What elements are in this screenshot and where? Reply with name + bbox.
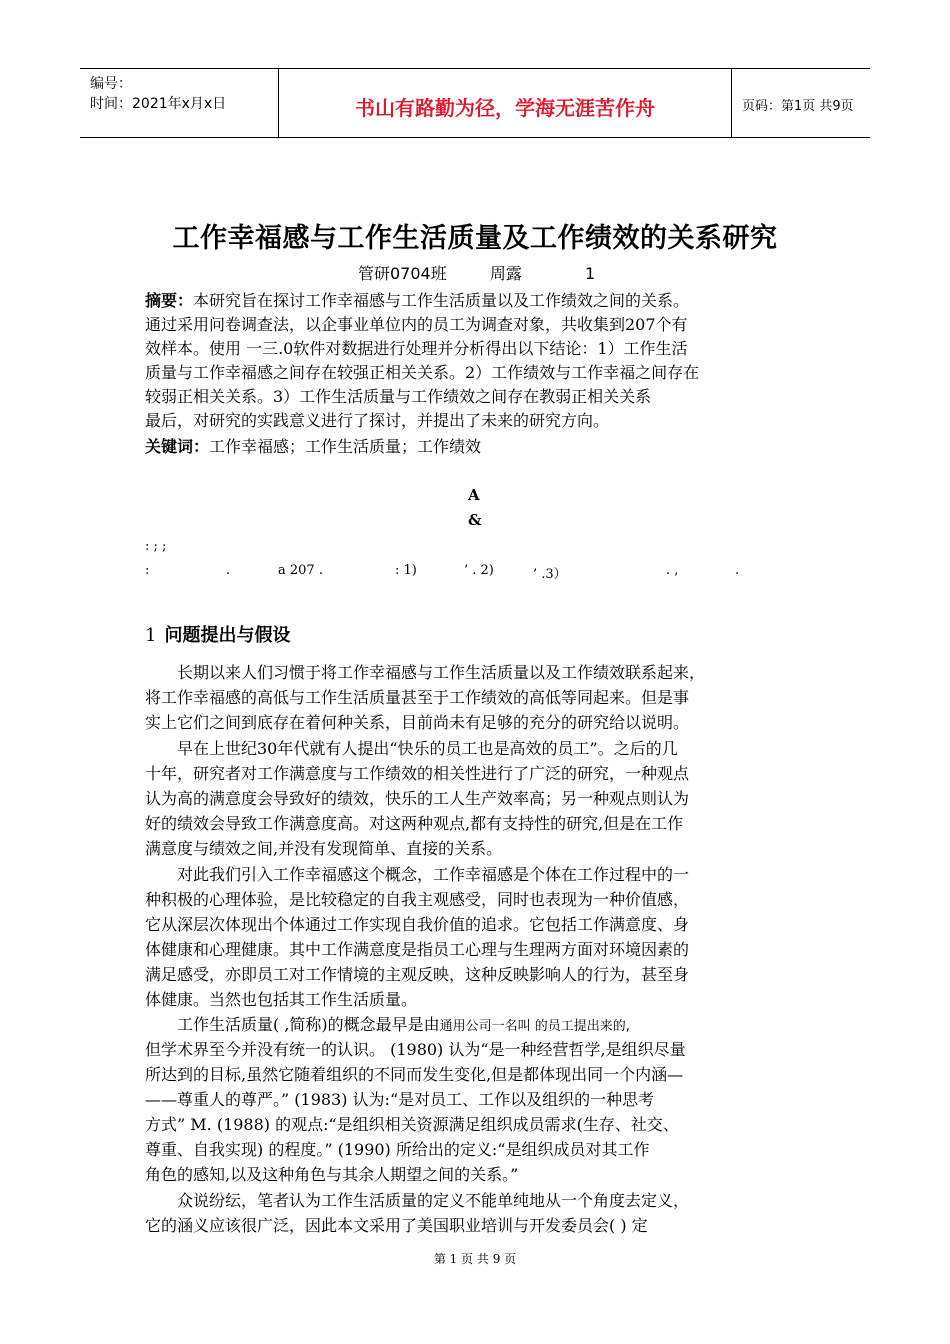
body-line: 它从深层次体现出个体通过工作实现自我价值的追求。它包括工作满意度、身: [145, 915, 690, 934]
body-line: 但学术界至今并没有统一的认识。 (1980) 认为“是一种经营哲学,是组织尽量: [145, 1040, 686, 1059]
abstract-line: 通过采用问卷调查法，以企事业单位内的员工为调查对象，共收集到207个有: [145, 315, 688, 334]
english-abstract-fragment: : 1): [395, 563, 417, 578]
keywords-line: [145, 434, 481, 457]
abstract-line: [145, 288, 689, 311]
body-line: 实上它们之间到底存在着何种关系，目前尚未有足够的充分的研究给以说明。: [145, 713, 690, 732]
abstract-line: 较弱正相关关系。3）工作生活质量与工作绩效之间存在教弱正相关关系: [145, 387, 652, 406]
time-label: 时间：2021年x月x日: [90, 96, 227, 112]
body-line: 将工作幸福感的高低与工作生活质量甚至于工作绩效的高低等同起来。但是事: [145, 688, 690, 707]
body-line: 早在上世纪30年代就有人提出“快乐的员工也是高效的员工”。之后的几: [177, 739, 678, 758]
english-abstract-fragment: ’ .3）: [533, 567, 567, 582]
body-line: 众说纷纭，笔者认为工作生活质量的定义不能单纯地从一个角度去定义，: [177, 1191, 690, 1210]
motto-text: 书山有路勤为径，学海无涯苦作舟: [355, 96, 655, 120]
body-line: 种积极的心理体验，是比较稳定的自我主观感受，同时也表现为一种价值感，: [145, 890, 690, 909]
body-line: 体健康。当然也包括其工作生活质量。: [145, 990, 418, 1009]
body-line: 它的涵义应该很广泛，因此本文采用了美国职业培训与开发委员会( ) 定: [145, 1216, 648, 1235]
english-abstract-fragment: .: [226, 563, 231, 578]
abstract-line: 最后，对研究的实践意义进行了探讨，并提出了未来的研究方向。: [145, 411, 610, 430]
body-line: 尊重、自我实现) 的程度。” (1990) 所给出的定义:“是组织成员对其工作: [145, 1140, 650, 1159]
abstract-text: 本研究旨在探讨工作幸福感与工作生活质量以及工作绩效之间的关系。: [193, 291, 690, 310]
section-heading: [145, 621, 290, 647]
body-small-text: 通用公司一名叫 的员工提出来的,: [439, 1019, 630, 1034]
english-abstract-fragment: a 207 .: [278, 563, 323, 578]
abstract-line: 效样本。使用 一三.0软件对数据进行处理并分析得出以下结论：1）工作生活: [145, 339, 688, 358]
byline-dept: 管研0704班: [358, 264, 447, 283]
page-footer: 第 1 页 共 9 页: [433, 1252, 517, 1266]
page-label: 页码：第1页 共9页: [742, 99, 854, 114]
header-page-cell: [732, 69, 870, 137]
byline: [358, 261, 595, 284]
body-line: 满意度与绩效之间,并没有发现简单、直接的关系。: [145, 839, 503, 858]
byline-mark: 1: [584, 264, 596, 283]
body-line: 体健康和心理健康。其中工作满意度是指员工心理与生理两方面对环境因素的: [145, 940, 690, 959]
english-abstract-fragment: .: [735, 563, 740, 578]
section-number: 1: [145, 625, 157, 646]
body-line: 对此我们引入工作幸福感这个概念，工作幸福感是个体在工作过程中的一: [177, 865, 690, 884]
serial-label: 编号：: [90, 76, 132, 92]
abstract-line: 质量与工作幸福感之间存在较强正相关关系。2）工作绩效与工作幸福之间存在: [145, 363, 700, 382]
body-line: 好的绩效会导致工作满意度高。对这两种观点,都有支持性的研究,但是在工作: [145, 814, 684, 833]
header-motto-cell: [279, 69, 732, 137]
body-line: 满足感受，亦即员工对工作情境的主观反映，这种反映影响人的行为，甚至身: [145, 965, 690, 984]
section-title: 问题提出与假设: [164, 625, 291, 646]
body-line: 角色的感知,以及这种角色与其余人期望之间的关系。”: [145, 1165, 519, 1184]
header-table: [80, 68, 870, 138]
english-title-fragment: A: [468, 486, 480, 504]
english-keywords-fragment: : ; ;: [145, 539, 167, 554]
keywords-text: 工作幸福感；工作生活质量；工作绩效: [209, 437, 482, 456]
keywords-label: 关键词：: [145, 437, 210, 456]
body-line: 认为高的满意度会导致好的绩效，快乐的工人生产效率高；另一种观点则认为: [145, 789, 690, 808]
english-byline-fragment: &: [468, 511, 482, 529]
byline-author: 周露: [489, 264, 522, 283]
document-title: 工作幸福感与工作生活质量及工作绩效的关系研究: [172, 223, 778, 254]
body-text: 工作生活质量( ,简称)的概念最早是由: [177, 1015, 440, 1034]
body-line: ——尊重人的尊严。” (1983) 认为:“是对员工、工作以及组织的一种思考: [145, 1090, 655, 1109]
body-line: 十年，研究者对工作满意度与工作绩效的相关性进行了广泛的研究，一种观点: [145, 764, 690, 783]
header-meta-cell: [80, 69, 279, 137]
body-line: 所达到的目标,虽然它随着组织的不同而发生变化,但是都体现出同一个内涵—: [145, 1065, 684, 1084]
body-line: 方式” M. (1988) 的观点:“是组织相关资源满足组织成员需求(生存、社交、: [145, 1115, 679, 1134]
english-abstract-fragment: . ,: [666, 563, 679, 578]
body-line: [177, 1012, 630, 1035]
english-abstract-fragment: ’ . 2): [464, 563, 494, 578]
english-abstract-fragment: :: [145, 563, 150, 578]
abstract-label: 摘要：: [145, 291, 194, 310]
body-line: 长期以来人们习惯于将工作幸福感与工作生活质量以及工作绩效联系起来，: [177, 663, 706, 682]
